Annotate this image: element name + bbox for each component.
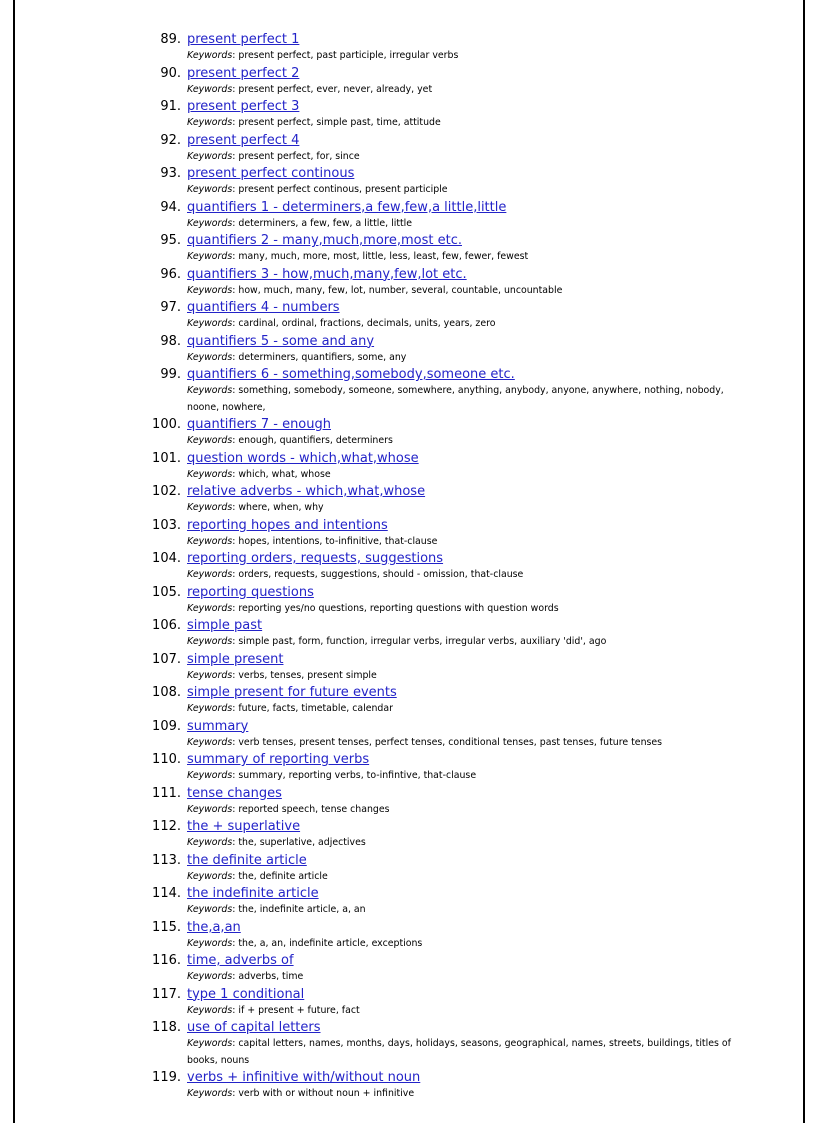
list-item [0,450,816,484]
list-item [0,333,816,367]
keywords-value: reporting yes/no questions, reporting questions with question words [238,602,559,614]
keywords-label: Keywords [187,284,233,296]
topic-link[interactable]: quantifiers 6 - something,somebody,someone etc. [187,367,515,382]
item-number: 105. [152,584,181,600]
keywords-label: Keywords [187,117,233,128]
keywords-value: present perfect, simple past, time, attitude [238,117,441,128]
list-item [0,785,816,819]
topic-link[interactable]: tense changes [187,785,282,801]
list-item [0,65,816,99]
list-item [0,684,816,718]
list-item [0,584,816,618]
keywords-line: Keywords: determiners, a few, few, a little, little [187,217,413,229]
list-item [0,232,816,266]
keywords-line: Keywords: capital letters, names, months, days, holidays, seasons, geographical, names, streets, buildings, titles of books, nouns [187,1038,731,1066]
item-number: 119. [152,1070,181,1085]
topic-link[interactable]: quantifiers 1 - determiners,a few,few,a little,little [187,199,507,215]
topic-link[interactable]: present perfect continous [187,166,355,181]
keywords-line: Keywords: present perfect, past participle, irregular verbs [187,50,459,61]
topic-link[interactable]: quantifiers 3 - how,much,many,few,lot etc. [187,266,467,282]
keywords-line: Keywords: the, indefinite article, a, an [187,904,366,915]
keywords-label: Keywords [187,50,233,61]
item-number: 111. [152,785,181,801]
keywords-label: Keywords [187,904,233,915]
item-number: 90. [160,65,181,81]
item-number: 96. [160,266,181,282]
topic-link[interactable]: the indefinite article [187,886,319,901]
keywords-label: Keywords [187,217,233,229]
keywords-line: Keywords: determiners, quantifiers, some, any [187,351,407,363]
keywords-label: Keywords [187,251,233,262]
keywords-line: Keywords: verb tenses, present tenses, perfect tenses, conditional tenses, past tenses, future tenses [187,736,663,748]
keywords-label: Keywords [187,1088,233,1099]
list-item [0,818,816,852]
keywords-line: Keywords: the, a, an, indefinite article, exceptions [187,937,423,949]
topic-link[interactable]: question words - which,what,whose [187,450,419,466]
keywords-value: the, definite article [238,870,328,882]
list-item [0,299,816,333]
item-number: 118. [152,1020,181,1035]
keywords-line: Keywords: present perfect, for, since [187,150,360,162]
keywords-value: present perfect, for, since [238,150,360,162]
topic-link[interactable]: simple present for future events [187,685,397,700]
list-item [0,651,816,685]
item-number: 113. [152,852,181,868]
topic-link[interactable]: present perfect 4 [187,132,300,148]
keywords-label: Keywords [187,502,233,513]
topic-link[interactable]: reporting hopes and intentions [187,517,388,533]
list-item [0,132,816,166]
keywords-line: Keywords: verbs, tenses, present simple [187,669,377,681]
keywords-label: Keywords [187,971,233,982]
keywords-label: Keywords [187,150,233,162]
keywords-value: present perfect, ever, never, already, yet [238,83,433,95]
item-number: 99. [160,367,181,382]
list-item [0,617,816,651]
list-item [0,199,816,233]
topic-link[interactable]: relative adverbs - which,what,whose [187,484,426,499]
keywords-label: Keywords [187,535,233,547]
item-number: 97. [160,300,181,315]
item-number: 89. [160,32,181,47]
list-item [0,718,816,752]
topic-link[interactable]: quantifiers 5 - some and any [187,333,375,349]
topic-link[interactable]: verbs + infinitive with/without noun [187,1070,421,1085]
item-number: 117. [152,986,181,1002]
keywords-label: Keywords [187,468,233,480]
keywords-label: Keywords [187,435,233,446]
keywords-label: Keywords [187,1004,233,1016]
keywords-line: Keywords: the, definite article [187,870,328,882]
item-number: 93. [160,166,181,181]
keywords-value: reported speech, tense changes [238,803,390,815]
keywords-line: Keywords: verb with or without noun + infinitive [187,1088,415,1099]
keywords-line: Keywords: enough, quantifiers, determiners [187,435,393,446]
keywords-value: if + present + future, fact [238,1004,360,1016]
keywords-value: adverbs, time [238,971,304,982]
keywords-value: cardinal, ordinal, fractions, decimals, units, years, zero [238,318,496,329]
list-item [0,483,816,517]
item-number: 103. [152,517,181,533]
item-number: 110. [152,752,181,767]
item-number: 98. [160,333,181,349]
list-item [0,98,816,132]
keywords-line: Keywords: if + present + future, fact [187,1004,360,1016]
keywords-line: Keywords: which, what, whose [187,468,331,480]
keywords-value: something, somebody, someone, somewhere, anything, anybody, anyone, anywhere, nothing, nobody, noone, nowhere, [187,385,724,413]
list-item [0,1019,816,1069]
item-number: 95. [160,233,181,248]
keywords-line: Keywords: summary, reporting verbs, to-infintive, that-clause [187,770,477,781]
keywords-label: Keywords [187,351,233,363]
topic-link[interactable]: present perfect 1 [187,32,300,47]
item-number: 94. [160,199,181,215]
keywords-label: Keywords [187,636,233,647]
topic-link[interactable]: the,a,an [187,919,241,935]
topic-link[interactable]: the definite article [187,852,307,868]
keywords-label: Keywords [187,736,233,748]
keywords-value: where, when, why [238,502,324,513]
keywords-label: Keywords [187,937,233,949]
keywords-line: Keywords: many, much, more, most, little, less, least, few, fewer, fewest [187,251,529,262]
keywords-line: Keywords: adverbs, time [187,971,304,982]
list-item [0,266,816,300]
list-item [0,517,816,551]
item-number: 101. [152,450,181,466]
keywords-value: the, a, an, indefinite article, exceptions [238,937,423,949]
keywords-value: present perfect, past participle, irregular verbs [238,50,459,61]
keywords-value: future, facts, timetable, calendar [238,703,393,714]
list-item [0,165,816,199]
list-item [0,852,816,886]
topic-link[interactable]: present perfect 2 [187,65,300,81]
keywords-label: Keywords [187,770,233,781]
topic-list [0,31,816,1103]
topic-link[interactable]: simple past [187,618,263,633]
keywords-line: Keywords: cardinal, ordinal, fractions, decimals, units, years, zero [187,318,496,329]
keywords-value: summary, reporting verbs, to-infintive, that-clause [238,770,477,781]
list-item [0,986,816,1020]
item-number: 115. [152,919,181,935]
keywords-line: Keywords: orders, requests, suggestions, should - omission, that-clause [187,569,524,580]
topic-link[interactable]: quantifiers 4 - numbers [187,300,340,315]
list-item [0,952,816,986]
item-number: 109. [152,718,181,734]
keywords-line: Keywords: how, much, many, few, lot, number, several, countable, uncountable [187,284,563,296]
item-number: 106. [152,618,181,633]
item-number: 114. [152,886,181,901]
topic-link[interactable]: summary of reporting verbs [187,752,370,767]
keywords-value: orders, requests, suggestions, should - omission, that-clause [238,569,524,580]
keywords-value: verbs, tenses, present simple [238,669,377,681]
keywords-line: Keywords: reporting yes/no questions, reporting questions with question words [187,602,559,614]
topic-link[interactable]: quantifiers 2 - many,much,more,most etc. [187,233,462,248]
topic-link[interactable]: present perfect 3 [187,99,300,114]
item-number: 116. [152,953,181,968]
item-number: 91. [160,99,181,114]
keywords-value: which, what, whose [238,468,331,480]
list-item [0,550,816,584]
keywords-value: the, superlative, adjectives [238,837,366,848]
keywords-value: enough, quantifiers, determiners [238,435,393,446]
keywords-label: Keywords [187,1038,233,1049]
keywords-line: Keywords: something, somebody, someone, somewhere, anything, anybody, anyone, anywhere, nothing, nobody, noone, nowhere, [187,385,724,413]
keywords-line: Keywords: present perfect, simple past, time, attitude [187,117,441,128]
list-item [0,751,816,785]
keywords-label: Keywords [187,569,233,580]
keywords-line: Keywords: hopes, intentions, to-infinitive, that-clause [187,535,438,547]
list-item [0,416,816,450]
keywords-label: Keywords [187,669,233,681]
item-number: 100. [152,417,181,432]
keywords-label: Keywords [187,803,233,815]
keywords-value: capital letters, names, months, days, holidays, seasons, geographical, names, streets, buildings, titles of books, nouns [187,1038,731,1066]
topic-link[interactable]: summary [187,718,249,734]
topic-link[interactable]: simple present [187,651,284,667]
list-item [0,919,816,953]
keywords-label: Keywords [187,870,233,882]
keywords-label: Keywords [187,703,233,714]
keywords-value: the, indefinite article, a, an [238,904,366,915]
item-number: 102. [152,484,181,499]
keywords-label: Keywords [187,602,233,614]
keywords-value: how, much, many, few, lot, number, several, countable, uncountable [238,284,563,296]
item-number: 104. [152,551,181,566]
list-item [0,1069,816,1103]
keywords-value: verb with or without noun + infinitive [238,1088,415,1099]
keywords-label: Keywords [187,837,233,848]
keywords-line: Keywords: the, superlative, adjectives [187,837,366,848]
topic-link[interactable]: type 1 conditional [187,986,305,1002]
keywords-line: Keywords: present perfect continous, present participle [187,184,448,195]
list-item [0,31,816,65]
list-item [0,366,816,416]
item-number: 112. [152,819,181,834]
topic-link[interactable]: use of capital letters [187,1020,321,1035]
keywords-value: simple past, form, function, irregular verbs, irregular verbs, auxiliary 'did', ago [238,636,607,647]
keywords-value: verb tenses, present tenses, perfect tenses, conditional tenses, past tenses, future tenses [238,736,663,748]
keywords-line: Keywords: where, when, why [187,502,324,513]
topic-link[interactable]: the + superlative [187,819,301,834]
keywords-label: Keywords [187,318,233,329]
topic-link[interactable]: reporting questions [187,584,314,600]
keywords-line: Keywords: future, facts, timetable, calendar [187,703,393,714]
keywords-line: Keywords: present perfect, ever, never, already, yet [187,83,433,95]
item-number: 108. [152,685,181,700]
item-number: 107. [152,651,181,667]
item-number: 92. [160,132,181,148]
topic-link[interactable]: quantifiers 7 - enough [187,417,331,432]
keywords-label: Keywords [187,184,233,195]
keywords-line: Keywords: simple past, form, function, irregular verbs, irregular verbs, auxiliary 'did', ago [187,636,607,647]
topic-link[interactable]: reporting orders, requests, suggestions [187,551,444,566]
list-item [0,885,816,919]
keywords-value: determiners, a few, few, a little, little [238,217,413,229]
keywords-value: hopes, intentions, to-infinitive, that-clause [238,535,438,547]
keywords-label: Keywords [187,83,233,95]
topic-link[interactable]: time, adverbs of [187,953,294,968]
keywords-label: Keywords [187,385,233,396]
keywords-value: determiners, quantifiers, some, any [238,351,407,363]
keywords-value: present perfect continous, present participle [238,184,448,195]
keywords-line: Keywords: reported speech, tense changes [187,803,390,815]
keywords-value: many, much, more, most, little, less, least, few, fewer, fewest [238,251,529,262]
